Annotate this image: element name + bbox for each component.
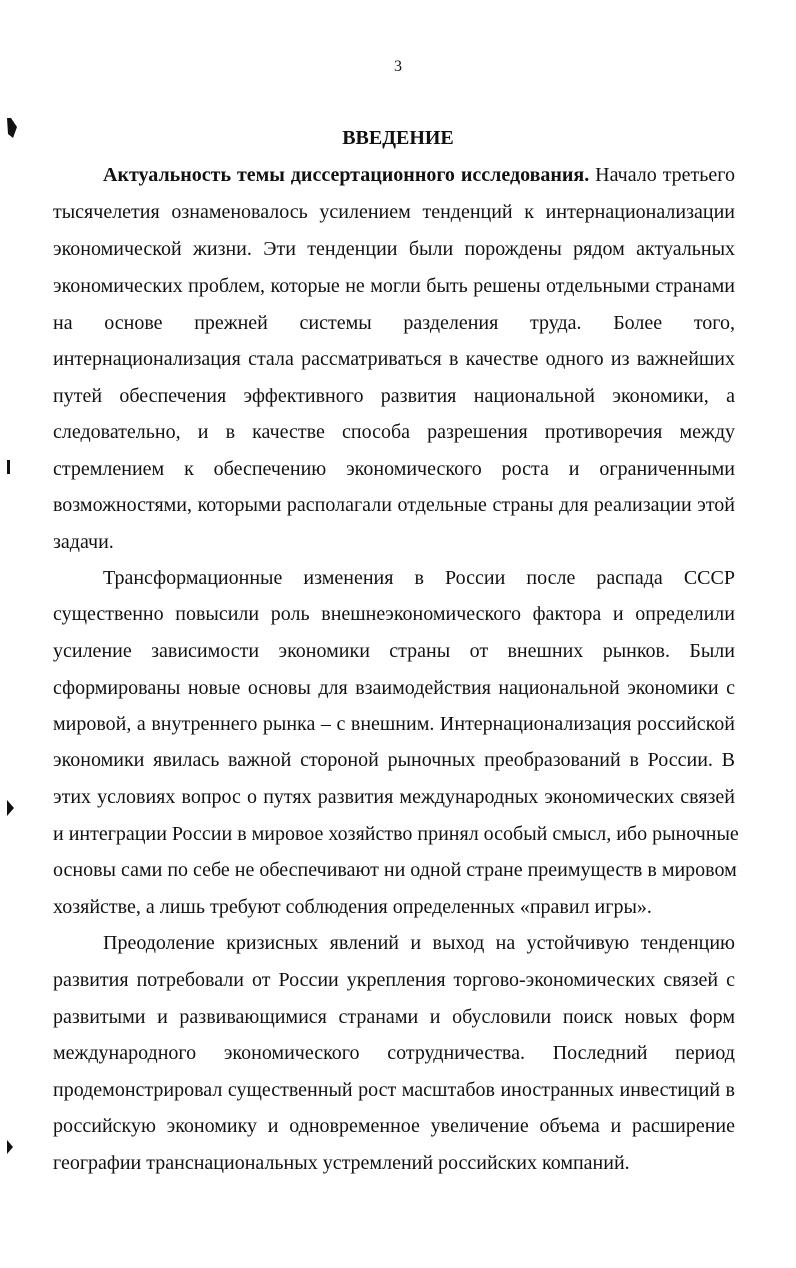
paragraph-1-line: следовательно, и в качестве способа разрешения противоречия между bbox=[53, 421, 735, 443]
scan-mark-icon bbox=[7, 460, 10, 474]
paragraph-1-line: тысячелетия ознаменовалось усилением тенденций к интернационализации bbox=[53, 201, 735, 223]
paragraph-1-line: задачи. bbox=[53, 531, 114, 553]
paragraph-2-line: существенно повысили роль внешнеэкономического фактора и определили bbox=[53, 603, 735, 625]
scan-mark-icon bbox=[7, 1140, 13, 1154]
paragraph-3-line: Преодоление кризисных явлений и выход на устойчивую тенденцию bbox=[103, 932, 735, 954]
bold-lead: Актуальность темы диссертационного исследования. bbox=[103, 164, 590, 186]
paragraph-1-line: экономических проблем, которые не могли быть решены отдельными странами bbox=[53, 275, 735, 297]
paragraph-1-line: возможностями, которыми располагали отдельные страны для реализации этой bbox=[53, 494, 735, 516]
paragraph-2-line: мировой, а внутреннего рынка – с внешним. Интернационализация российской bbox=[53, 713, 735, 735]
paragraph-3-line: развитыми и развивающимися странами и обусловили поиск новых форм bbox=[53, 1006, 735, 1028]
section-title: ВВЕДЕНИЕ bbox=[342, 127, 454, 149]
scan-mark-icon bbox=[7, 800, 14, 816]
line-1-rest: Начало третьего bbox=[589, 164, 735, 186]
page-number: 3 bbox=[394, 58, 402, 75]
paragraph-2-line: усиление зависимости экономики страны от внешних рынков. Были bbox=[53, 640, 735, 662]
paragraph-2-line: сформированы новые основы для взаимодействия национальной экономики с bbox=[53, 677, 735, 699]
paragraph-3-line: развития потребовали от России укрепления торгово-экономических связей с bbox=[53, 969, 735, 991]
paragraph-2-line: этих условиях вопрос о путях развития международных экономических связей bbox=[53, 786, 735, 808]
paragraph-1-line: на основе прежней системы разделения труда. Более того, bbox=[53, 312, 735, 334]
paragraph-1-line-1 bbox=[103, 161, 735, 189]
paragraph-1-line: путей обеспечения эффективного развития национальной экономики, а bbox=[53, 385, 735, 407]
paragraph-1-line: экономической жизни. Эти тенденции были порождены рядом актуальных bbox=[53, 238, 735, 260]
paragraph-1-line: интернационализация стала рассматриваться в качестве одного из важнейших bbox=[53, 348, 735, 370]
paragraph-2-line: основы сами по себе не обеспечивают ни одной стране преимуществ в мировом bbox=[53, 859, 737, 881]
paragraph-2-line: Трансформационные изменения в России после распада СССР bbox=[103, 567, 735, 589]
paragraph-2-line: экономики явилась важной стороной рыночных преобразований в России. В bbox=[53, 749, 735, 771]
paragraph-2-line: хозяйстве, а лишь требуют соблюдения определенных «правил игры». bbox=[53, 896, 652, 918]
paragraph-3-line: российскую экономику и одновременное увеличение объема и расширение bbox=[53, 1115, 735, 1137]
paragraph-2-line: и интеграции России в мировое хозяйство принял особый смысл, ибо рыночные bbox=[53, 823, 739, 845]
paragraph-1-line: стремлением к обеспечению экономического роста и ограниченными bbox=[53, 458, 735, 480]
paragraph-3-line: международного экономического сотрудничества. Последний период bbox=[53, 1042, 735, 1064]
paragraph-3-line: географии транснациональных устремлений российских компаний. bbox=[53, 1152, 630, 1174]
paragraph-3-line: продемонстрировал существенный рост масштабов иностранных инвестиций в bbox=[53, 1079, 735, 1101]
